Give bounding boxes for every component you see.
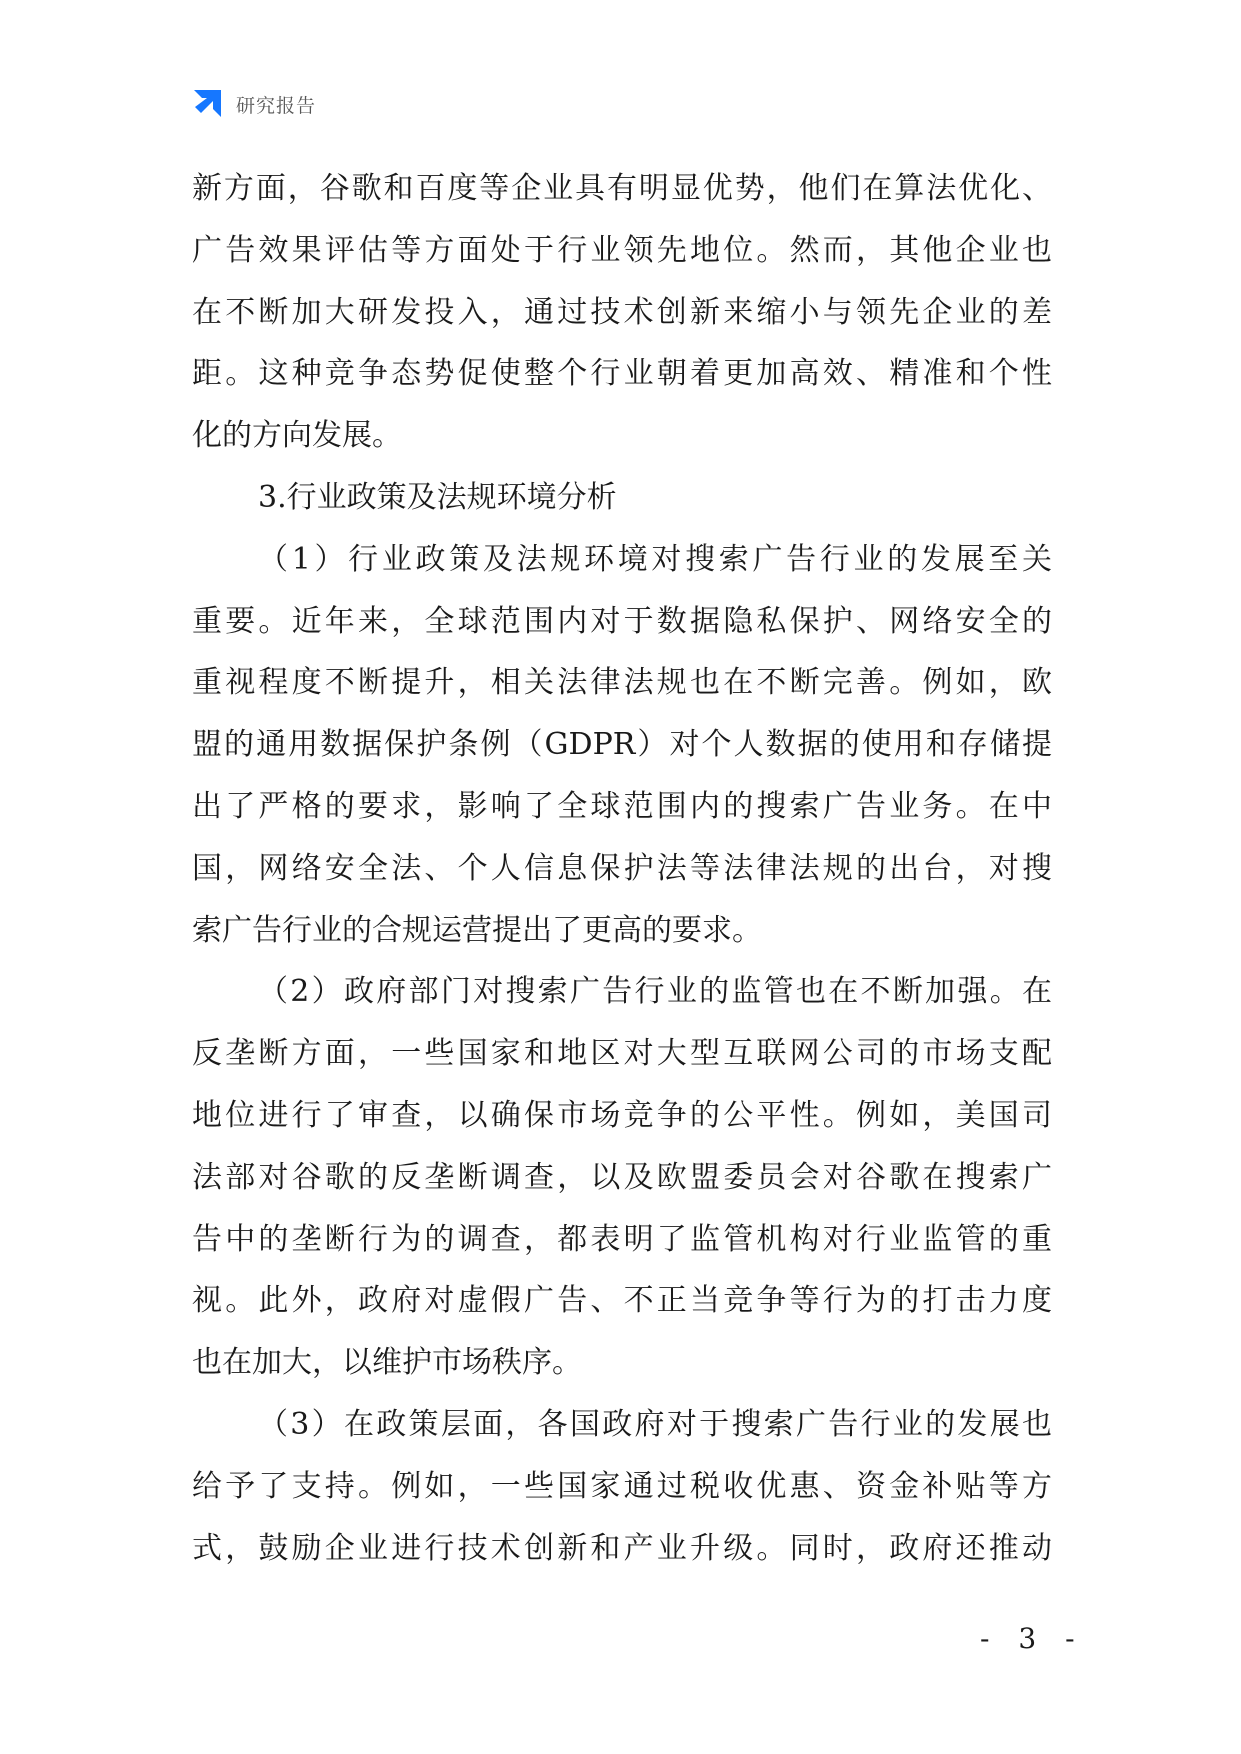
paragraph-line: （3）在政策层面，各国政府对于搜索广告行业的发展也 (258, 1406, 1052, 1442)
paragraph-line: 化的方向发展。 (192, 418, 402, 454)
paragraph-line: （2）政府部门对搜索广告行业的监管也在不断加强。在 (258, 974, 1052, 1010)
header-title: 研究报告 (236, 94, 317, 117)
paragraph-line: 法部对谷歌的反垄断调查，以及欧盟委员会对谷歌在搜索广 (192, 1159, 1052, 1195)
paragraph-line: 距。这种竞争态势促使整个行业朝着更加高效、精准和个性 (192, 356, 1052, 392)
paragraph-line: 给予了支持。例如，一些国家通过税收优惠、资金补贴等方 (192, 1468, 1052, 1504)
paragraph-line: 在不断加大研发投入，通过技术创新来缩小与领先企业的差 (192, 294, 1052, 330)
paragraph-line: 地位进行了审查，以确保市场竞争的公平性。例如，美国司 (192, 1097, 1052, 1133)
paragraph-line: 出了严格的要求，影响了全球范围内的搜索广告业务。在中 (192, 788, 1052, 824)
paragraph-line: （1）行业政策及法规环境对搜索广告行业的发展至关 (258, 541, 1052, 577)
paragraph-line: 视。此外，政府对虚假广告、不正当竞争等行为的打击力度 (192, 1283, 1052, 1319)
paragraph-line: 式，鼓励企业进行技术创新和产业升级。同时，政府还推动 (192, 1530, 1052, 1566)
paragraph-line: 国，网络安全法、个人信息保护法等法律法规的出台，对搜 (192, 850, 1052, 886)
paragraph-line: 反垄断方面，一些国家和地区对大型互联网公司的市场支配 (192, 1036, 1052, 1072)
paragraph-line: 也在加大，以维护市场秩序。 (192, 1345, 582, 1381)
body-text (192, 158, 1052, 1579)
paragraph-line: 盟的通用数据保护条例（GDPR）对个人数据的使用和存储提 (192, 727, 1052, 763)
arrow-up-right-icon (190, 87, 224, 121)
paragraph-line: 索广告行业的合规运营提出了更高的要求。 (192, 912, 762, 948)
section-heading: 3.行业政策及法规环境分析 (258, 479, 617, 515)
paragraph-line: 告中的垄断行为的调查，都表明了监管机构对行业监管的重 (192, 1221, 1052, 1257)
paragraph-line: 重视程度不断提升，相关法律法规也在不断完善。例如，欧 (192, 665, 1052, 701)
paragraph-line: 重要。近年来，全球范围内对于数据隐私保护、网络安全的 (192, 603, 1052, 639)
paragraph-line: 广告效果评估等方面处于行业领先地位。然而，其他企业也 (192, 232, 1052, 268)
report-header (190, 86, 316, 122)
paragraph-line: 新方面，谷歌和百度等企业具有明显优势，他们在算法优化、 (192, 171, 1052, 206)
page-number: - 3 - (980, 1622, 1085, 1655)
